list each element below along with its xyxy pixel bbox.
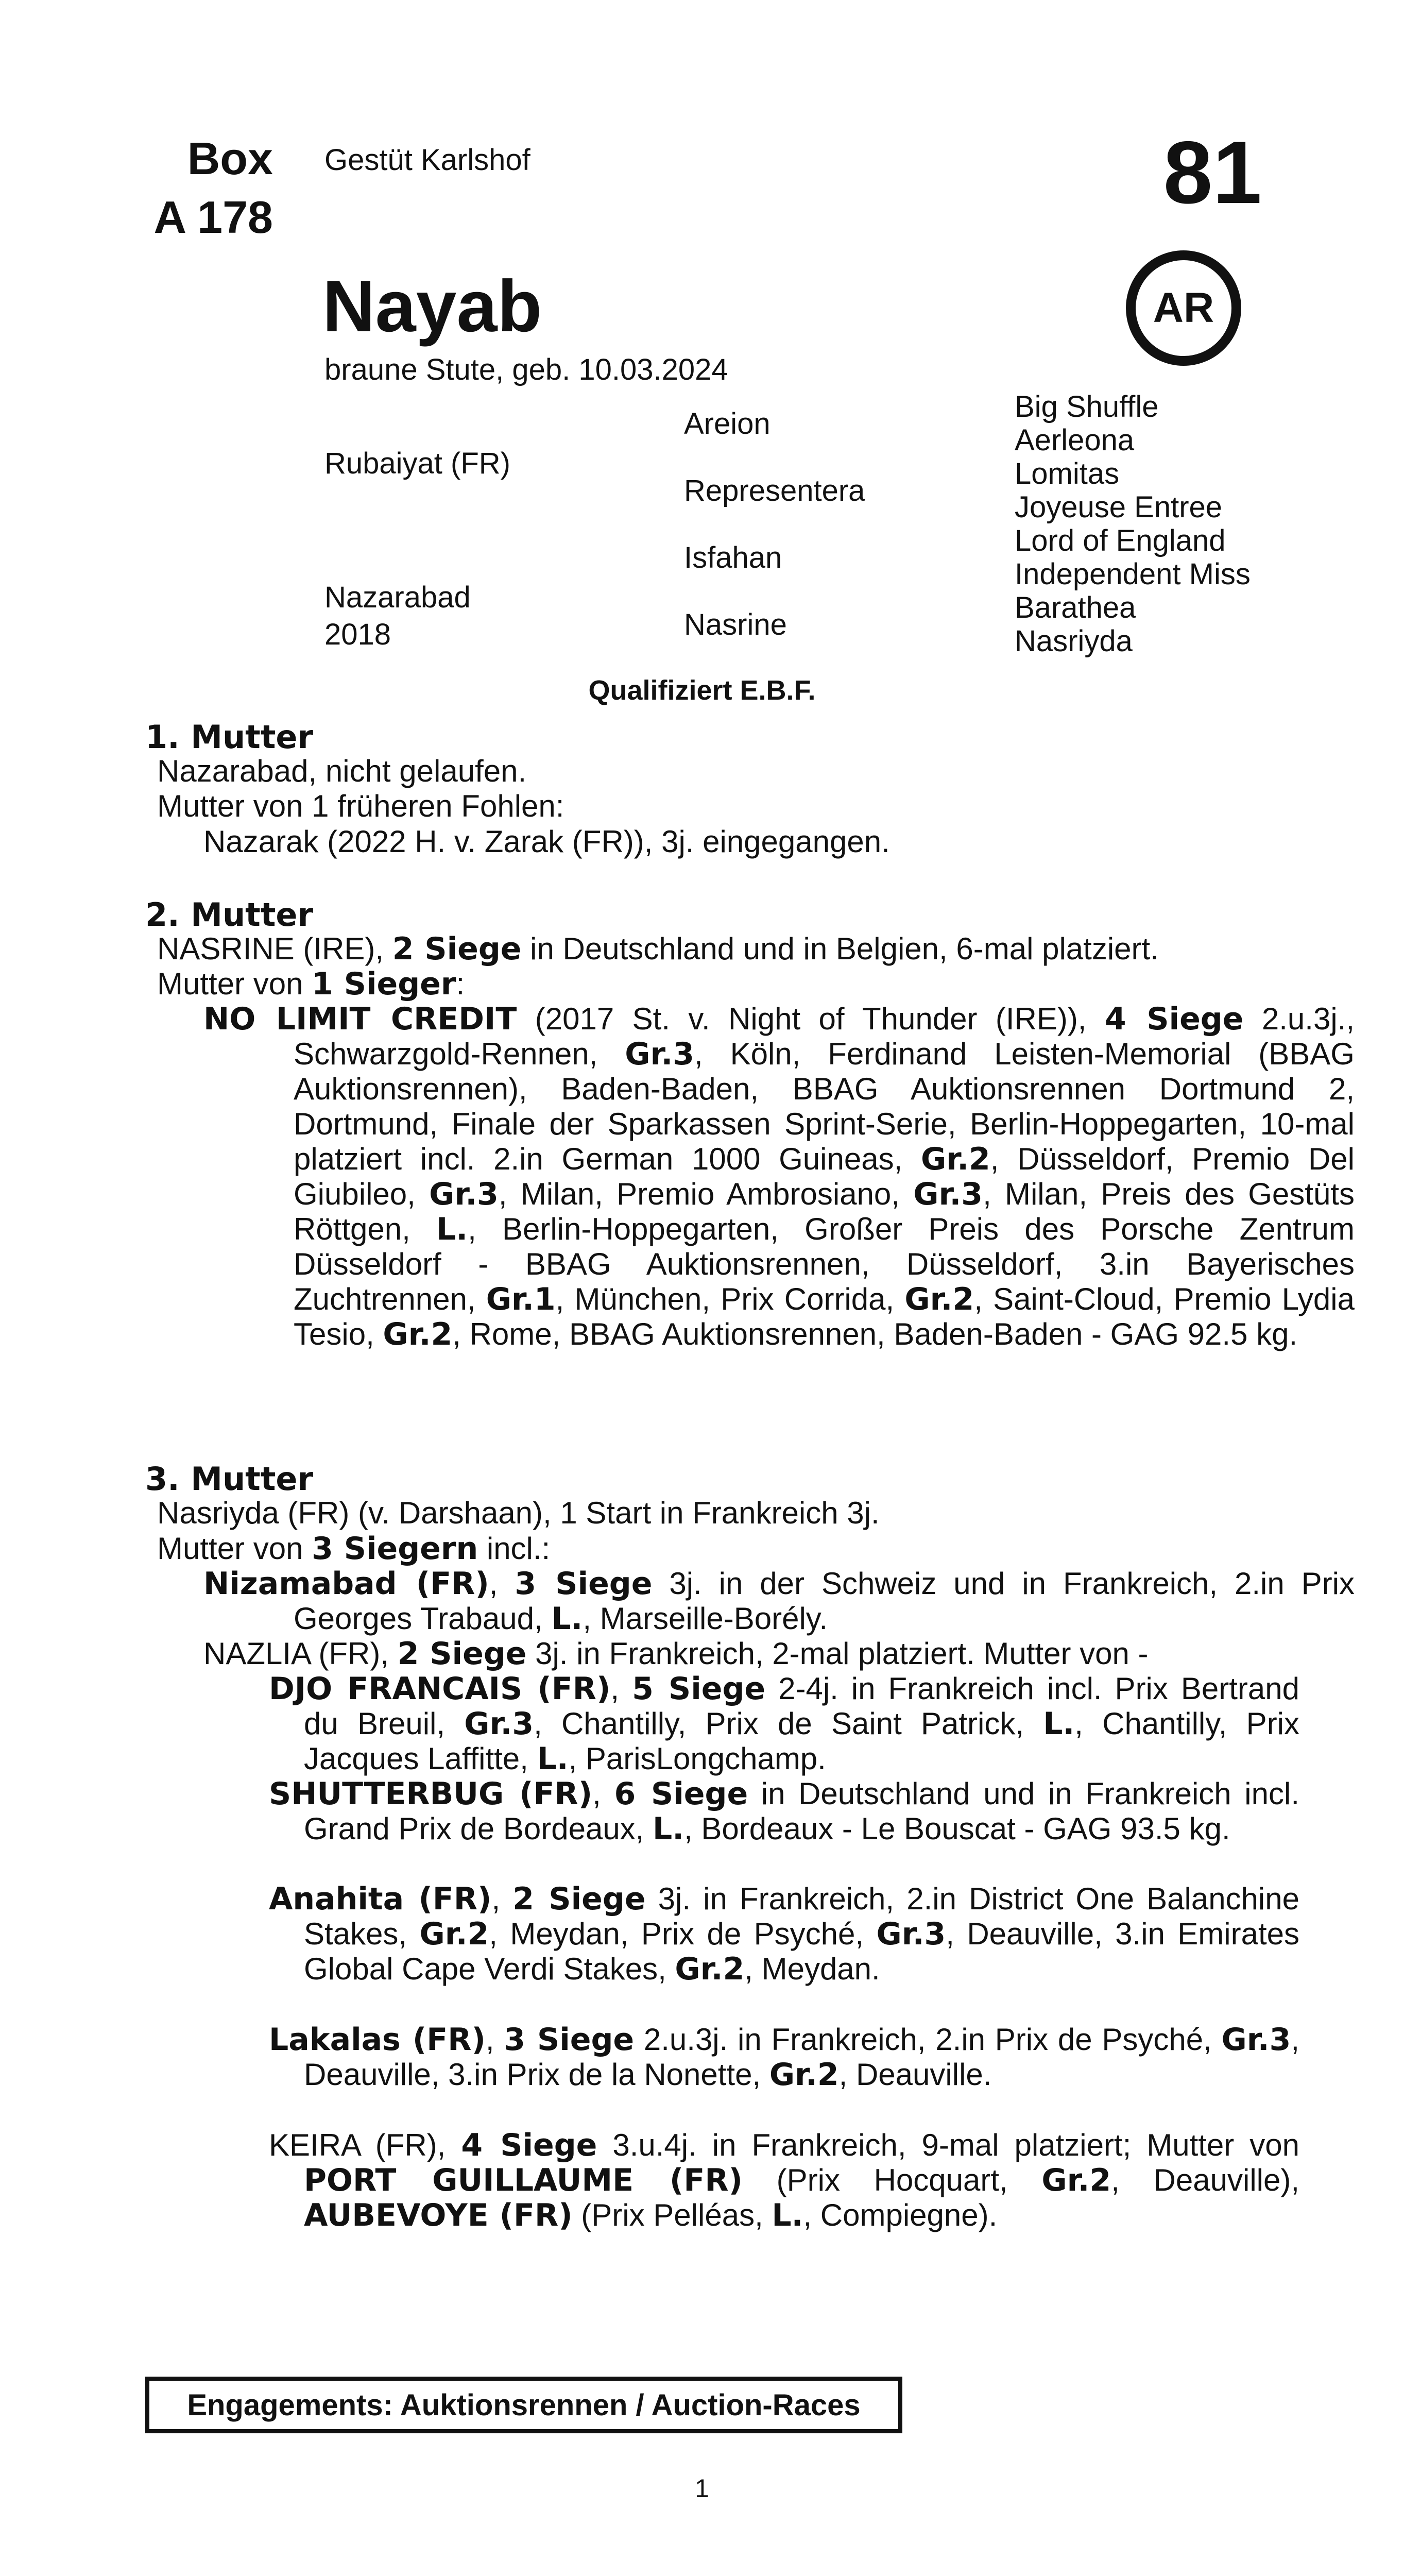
pedigree-great-grandparent: Independent Miss — [1015, 557, 1251, 591]
pedigree-great-grandparent: Joyeuse Entree — [1015, 490, 1223, 524]
mutter1-line: Mutter von 1 früheren Fohlen: — [157, 789, 564, 823]
mutter2-offspring-summary: Mutter von 1 Sieger: — [157, 966, 465, 1002]
lot-number: 81 — [1163, 123, 1262, 222]
winner-entry-nizamabad: Nizamabad (FR), 3 Siege 3j. in der Schweiz und in Frankreich, 2.in Prix Georges Trabaud, L., Marseille-Borély. — [203, 1566, 1355, 1637]
winner-entry-shutterbug: SHUTTERBUG (FR), 6 Siege in Deutschland und in Frankreich incl. Grand Prix de Bordeaux, L., Bordeaux - Le Bouscat - GAG 93.5 kg. — [269, 1776, 1299, 1847]
pedigree-great-grandparent: Aerleona — [1015, 423, 1135, 457]
pedigree-grandparent: Areion — [684, 407, 771, 440]
pedigree-dam-year: 2018 — [324, 618, 391, 651]
mutter3-offspring-summary: Mutter von 3 Siegern incl.: — [157, 1531, 551, 1567]
ar-badge-label: AR — [1153, 284, 1214, 331]
pedigree-grandparent: Isfahan — [684, 541, 782, 574]
qualification: Qualifiziert E.B.F. — [588, 675, 816, 706]
horse-name: Nayab — [322, 265, 542, 347]
pedigree-great-grandparent: Barathea — [1015, 591, 1136, 624]
pedigree-grandparent: Representera — [684, 474, 865, 507]
section-heading-mutter-2: 2. Mutter — [145, 896, 314, 934]
pedigree-great-grandparent: Big Shuffle — [1015, 390, 1159, 423]
box-number: A 178 — [153, 192, 273, 243]
engagements-label: Engagements: Auktionsrennen / Auction-Races — [187, 2388, 861, 2422]
winner-entry-no-limit-credit: NO LIMIT CREDIT (2017 St. v. Night of Thunder (IRE)), 4 Siege 2.u.3j., Schwarzgold-Rennen, Gr.3, Köln, Ferdinand Leisten-Memorial (BBAG Auktionsrennen), Baden-Baden, BBAG Auktionsrennen Dortmund 2, Dortmund, Finale der Sparkassen Sprint-Serie, Berlin-Hoppegarten, 10-mal platziert incl. 2.in German 1000 Guineas, Gr.2, Düsseldorf, Premio Del Giubileo, Gr.3, Milan, Premio Ambrosiano, Gr.3, Milan, Preis des Gestüts Röttgen, L., Berlin-Hoppegarten, Großer Preis des Porsche Zentrum Düsseldorf - BBAG Auktionsrennen, Düsseldorf, 3.in Bayerisches Zuchtrennen, Gr.1, München, Prix Corrida, Gr.2, Saint-Cloud, Premio Lydia Tesio, Gr.2, Rome, BBAG Auktionsrennen, Baden-Baden - GAG 92.5 kg. — [203, 1001, 1355, 1352]
breeder: Gestüt Karlshof — [324, 143, 530, 177]
mutter2-dam-line: NASRINE (IRE), 2 Siege in Deutschland und in Belgien, 6-mal platziert. — [157, 931, 1159, 967]
box-label: Box — [187, 133, 273, 184]
pedigree-great-grandparent: Nasriyda — [1015, 624, 1133, 658]
mutter1-line: Nazarabad, nicht gelaufen. — [157, 754, 527, 788]
winner-entry-lakalas: Lakalas (FR), 3 Siege 2.u.3j. in Frankreich, 2.in Prix de Psyché, Gr.3, Deauville, 3.in Prix de la Nonette, Gr.2, Deauville. — [269, 2022, 1299, 2093]
pedigree-great-grandparent: Lomitas — [1015, 457, 1120, 490]
entry-nazlia: NAZLIA (FR), 2 Siege 3j. in Frankreich, 2-mal platziert. Mutter von - — [203, 1636, 1149, 1672]
section-heading-mutter-3: 3. Mutter — [145, 1460, 314, 1498]
pedigree-sire: Rubaiyat (FR) — [324, 447, 510, 480]
mutter1-foal: Nazarak (2022 H. v. Zarak (FR)), 3j. eingegangen. — [203, 824, 890, 859]
pedigree-grandparent: Nasrine — [684, 608, 787, 641]
pedigree-dam: Nazarabad — [324, 581, 471, 614]
winner-entry-anahita: Anahita (FR), 2 Siege 3j. in Frankreich, 2.in District One Balanchine Stakes, Gr.2, Meydan, Prix de Psyché, Gr.3, Deauville, 3.in Emirates Global Cape Verdi Stakes, Gr.2, Meydan. — [269, 1881, 1299, 1987]
mutter3-dam-line: Nasriyda (FR) (v. Darshaan), 1 Start in Frankreich 3j. — [157, 1496, 880, 1530]
ar-badge-icon — [1126, 250, 1241, 366]
winner-entry-djo-francais: DJO FRANCAIS (FR), 5 Siege 2-4j. in Frankreich incl. Prix Bertrand du Breuil, Gr.3, Chantilly, Prix de Saint Patrick, L., Chantilly, Prix Jacques Laffitte, L., ParisLongchamp. — [269, 1671, 1300, 1777]
horse-description: braune Stute, geb. 10.03.2024 — [324, 353, 728, 386]
entry-keira: KEIRA (FR), 4 Siege 3.u.4j. in Frankreich, 9-mal platziert; Mutter von PORT GUILLAUME (FR) (Prix Hocquart, Gr.2, Deauville), AUBEVOYE (FR) (Prix Pelléas, L., Compiegne). — [269, 2127, 1299, 2233]
page-number: 1 — [695, 2474, 709, 2503]
pedigree-great-grandparent: Lord of England — [1015, 524, 1226, 557]
engagements-box — [145, 2377, 902, 2433]
section-heading-mutter-1: 1. Mutter — [145, 718, 314, 756]
